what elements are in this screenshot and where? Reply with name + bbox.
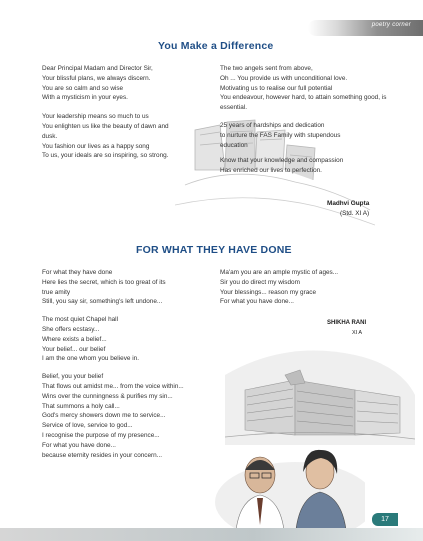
portraits-sketch (215, 440, 365, 541)
poem-line: You fashion our lives as a happy song (42, 142, 150, 150)
poem-line: You enlighten us like the beauty of dawn and (42, 122, 169, 130)
poem-line: I am the one whom you believe in. (42, 355, 139, 363)
poem-line: You are so calm and so wise (42, 84, 124, 92)
poem-line: education (220, 141, 248, 149)
poem-line: Your leadership means so much to us (42, 113, 149, 121)
stanza (220, 156, 390, 176)
poem1-author: Madhvi Gupta (327, 200, 370, 207)
stanza (42, 64, 212, 103)
stanza (220, 121, 390, 150)
poem-line: essential. (220, 104, 247, 112)
poem-line: That summons a holy call... (42, 402, 120, 410)
poem-line: to nurture the FAS Family with stupendous (220, 131, 341, 139)
stanza (220, 268, 390, 307)
poem2-title: FOR WHAT THEY HAVE DONE (136, 244, 292, 256)
poem-line: She offers ecstasy... (42, 325, 100, 333)
poem-line: Where exists a belief... (42, 335, 107, 343)
poem-line: Belief, you your belief (42, 373, 104, 381)
poem-line: Still, you say sir, something's left undone... (42, 298, 163, 306)
poem-line: Here lies the secret, which is too great of its (42, 278, 166, 286)
stanza (42, 315, 217, 364)
poem2-right-column (220, 268, 390, 313)
poem-line: Motivating us to realise our full potential (220, 84, 333, 92)
poem-line: Your blissful plans, we always discern. (42, 74, 151, 82)
poem1-right-column (220, 64, 390, 182)
poem-line: I recognise the purpose of my presence... (42, 431, 160, 439)
bottom-band (0, 528, 423, 541)
poem-line: You endeavour, however hard, to attain something good, is (220, 94, 387, 102)
poem-line: Know that your knowledge and compassion (220, 157, 344, 165)
stanza (220, 64, 390, 113)
poem1-author-class: (Std. XI A) (340, 210, 370, 217)
poem-line: Has enriched our lives to perfection. (220, 167, 322, 175)
poem-line: Your belief... our belief (42, 345, 106, 353)
poem-line: Dear Principal Madam and Director Sir, (42, 65, 153, 72)
poem-line: Oh ... You provide us with unconditional love. (220, 74, 348, 82)
stanza (42, 268, 217, 307)
poem-line: dusk. (42, 132, 58, 140)
poem-line: The two angels sent from above, (220, 65, 313, 72)
poem-line: Ma'am you are an ample mystic of ages... (220, 269, 339, 276)
poem-line: For what you have done... (220, 298, 294, 306)
page-number: 17 (372, 513, 398, 526)
poem-line: For what you have done... (42, 441, 116, 449)
poem-line: 25 years of hardships and dedication (220, 121, 325, 129)
poem-line: The most quiet Chapel hall (42, 316, 119, 324)
poem-line: Your blessings... reason my grace (220, 288, 317, 296)
poem2-left-column (42, 268, 217, 466)
school-building-sketch (225, 335, 415, 450)
poem-line: Sir you do direct my wisdom (220, 278, 300, 286)
poem1-title: You Make a Difference (158, 40, 274, 52)
poem2-author-class: XI A (352, 330, 363, 336)
poem-line: Service of love, service to god... (42, 422, 133, 430)
poem-line: true amity (42, 288, 71, 296)
poem-line: God's mercy showers down me to service... (42, 412, 166, 420)
poem-line: Wins over the cunningness & purifies my sin... (42, 392, 173, 400)
stanza (42, 112, 212, 161)
poem-line: because eternity resides in your concern... (42, 451, 163, 459)
poem2-author: SHIKHA RANI (327, 320, 367, 326)
poem-line: That flows out amidst me... from the voice within... (42, 382, 184, 390)
poem-line: With a mysticism in your eyes. (42, 94, 128, 102)
stanza (42, 372, 217, 460)
poem-line: To us, your ideals are so inspiring, so strong. (42, 152, 169, 160)
section-ribbon-label: poetry corner (371, 22, 411, 28)
poem1-left-column (42, 64, 212, 167)
poem-line: For what they have done (42, 269, 113, 276)
